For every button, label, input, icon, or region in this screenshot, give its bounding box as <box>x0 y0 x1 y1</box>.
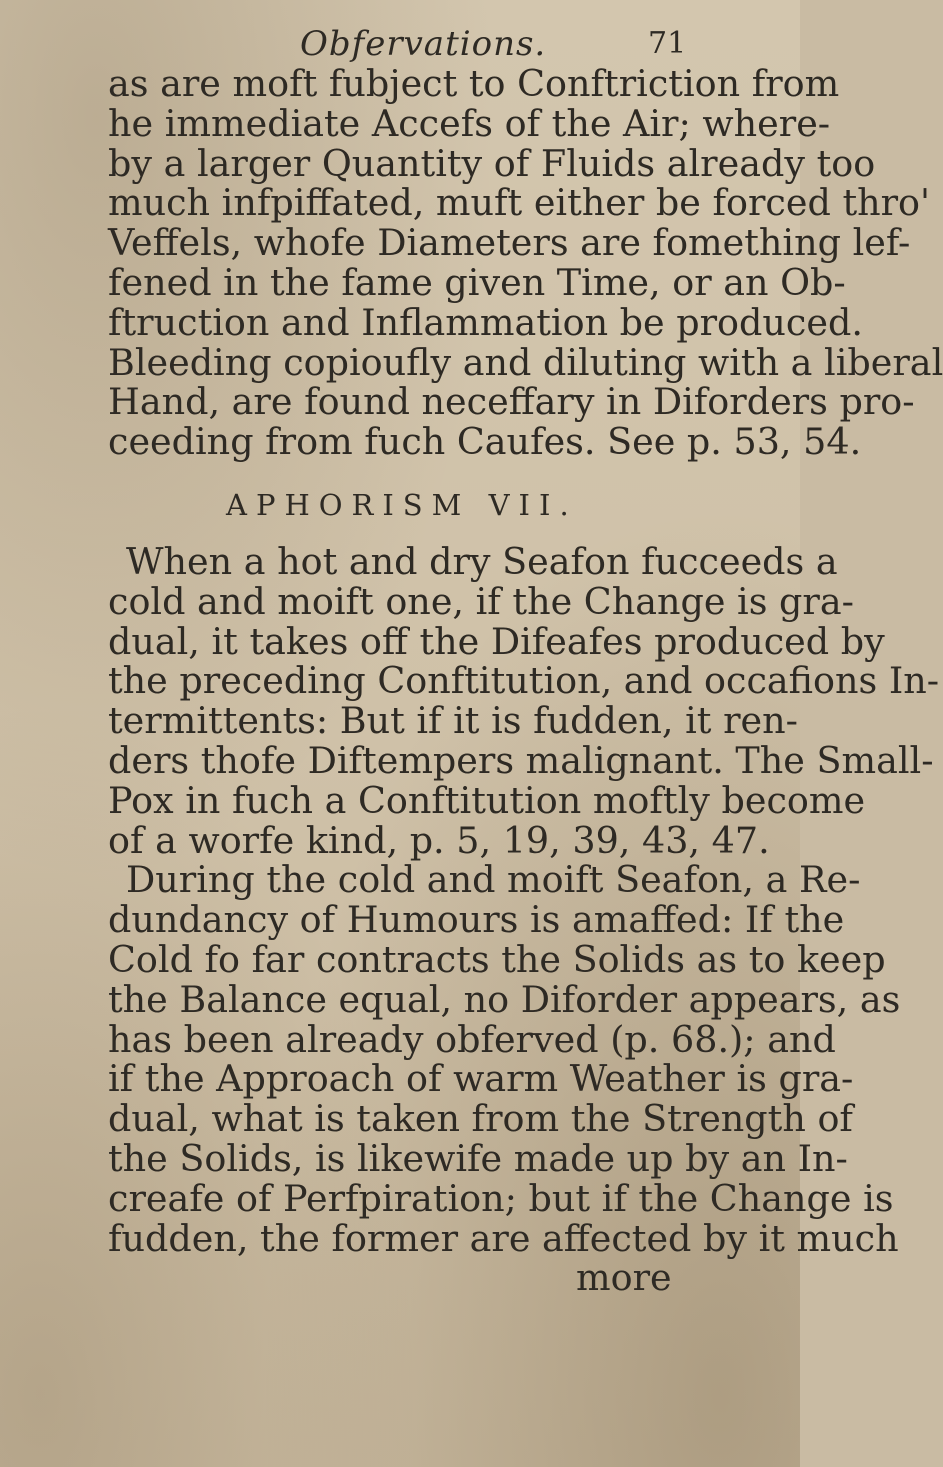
text-line: Hand, are found neceffary in Diforders pro- <box>108 380 915 424</box>
text-line: Bleeding copioufly and diluting with a liberal <box>108 340 943 384</box>
text-line: dundancy of Humours is amaffed: If the <box>108 898 845 942</box>
text-line: cold and moift one, if the Change is gra- <box>108 579 854 623</box>
text-line: ders thofe Diftempers malignant. The Small- <box>108 738 934 782</box>
running-title: Obfervations. <box>300 24 547 64</box>
text-line: Pox in fuch a Conftitution moftly become <box>108 778 866 822</box>
body-text <box>108 62 943 1300</box>
text-line: fudden, the former are affected by it much <box>108 1216 899 1260</box>
text-line: has been already obferved (p. 68.); and <box>108 1017 836 1061</box>
text-line: he immediate Accefs of the Air; where- <box>108 101 831 145</box>
text-line: Cold fo far contracts the Solids as to keep <box>108 937 886 981</box>
catchword: more <box>576 1256 672 1300</box>
text-line: During the cold and moift Seafon, a Re- <box>126 858 861 902</box>
text-line: the Solids, is likewife made up by an In- <box>108 1136 848 1180</box>
text-line: dual, what is taken from the Strength of <box>108 1097 853 1141</box>
text-line: dual, it takes off the Difeafes produced by <box>108 619 885 663</box>
text-line: as are moft fubject to Conftriction from <box>108 62 840 105</box>
text-line: if the Approach of warm Weather is gra- <box>108 1057 854 1101</box>
text-line: termittents: But if it is fudden, it ren- <box>108 699 798 743</box>
text-line: much infpiffated, muft either be forced thro' <box>108 181 931 225</box>
text-line: of a worfe kind, p. 5, 19, 39, 43, 47. <box>108 818 770 862</box>
text-line: ceeding from fuch Caufes. See p. 53, 54. <box>108 420 862 464</box>
text-line: fened in the fame given Time, or an Ob- <box>108 260 846 304</box>
text-line: the preceding Conftitution, and occafions In- <box>108 659 940 703</box>
text-line: ftruction and Inflammation be produced. <box>108 300 863 344</box>
page-number: 71 <box>648 26 687 61</box>
text-line: the Balance equal, no Diforder appears, as <box>108 977 901 1021</box>
text-line: When a hot and dry Seafon fucceeds a <box>126 539 838 583</box>
text-line: creafe of Perfpiration; but if the Change is <box>108 1176 894 1220</box>
text-line: by a larger Quantity of Fluids already too <box>108 141 876 185</box>
text-line: Veffels, whofe Diameters are fomething lef- <box>108 221 911 265</box>
section-heading: APHORISM VII. <box>226 487 578 522</box>
